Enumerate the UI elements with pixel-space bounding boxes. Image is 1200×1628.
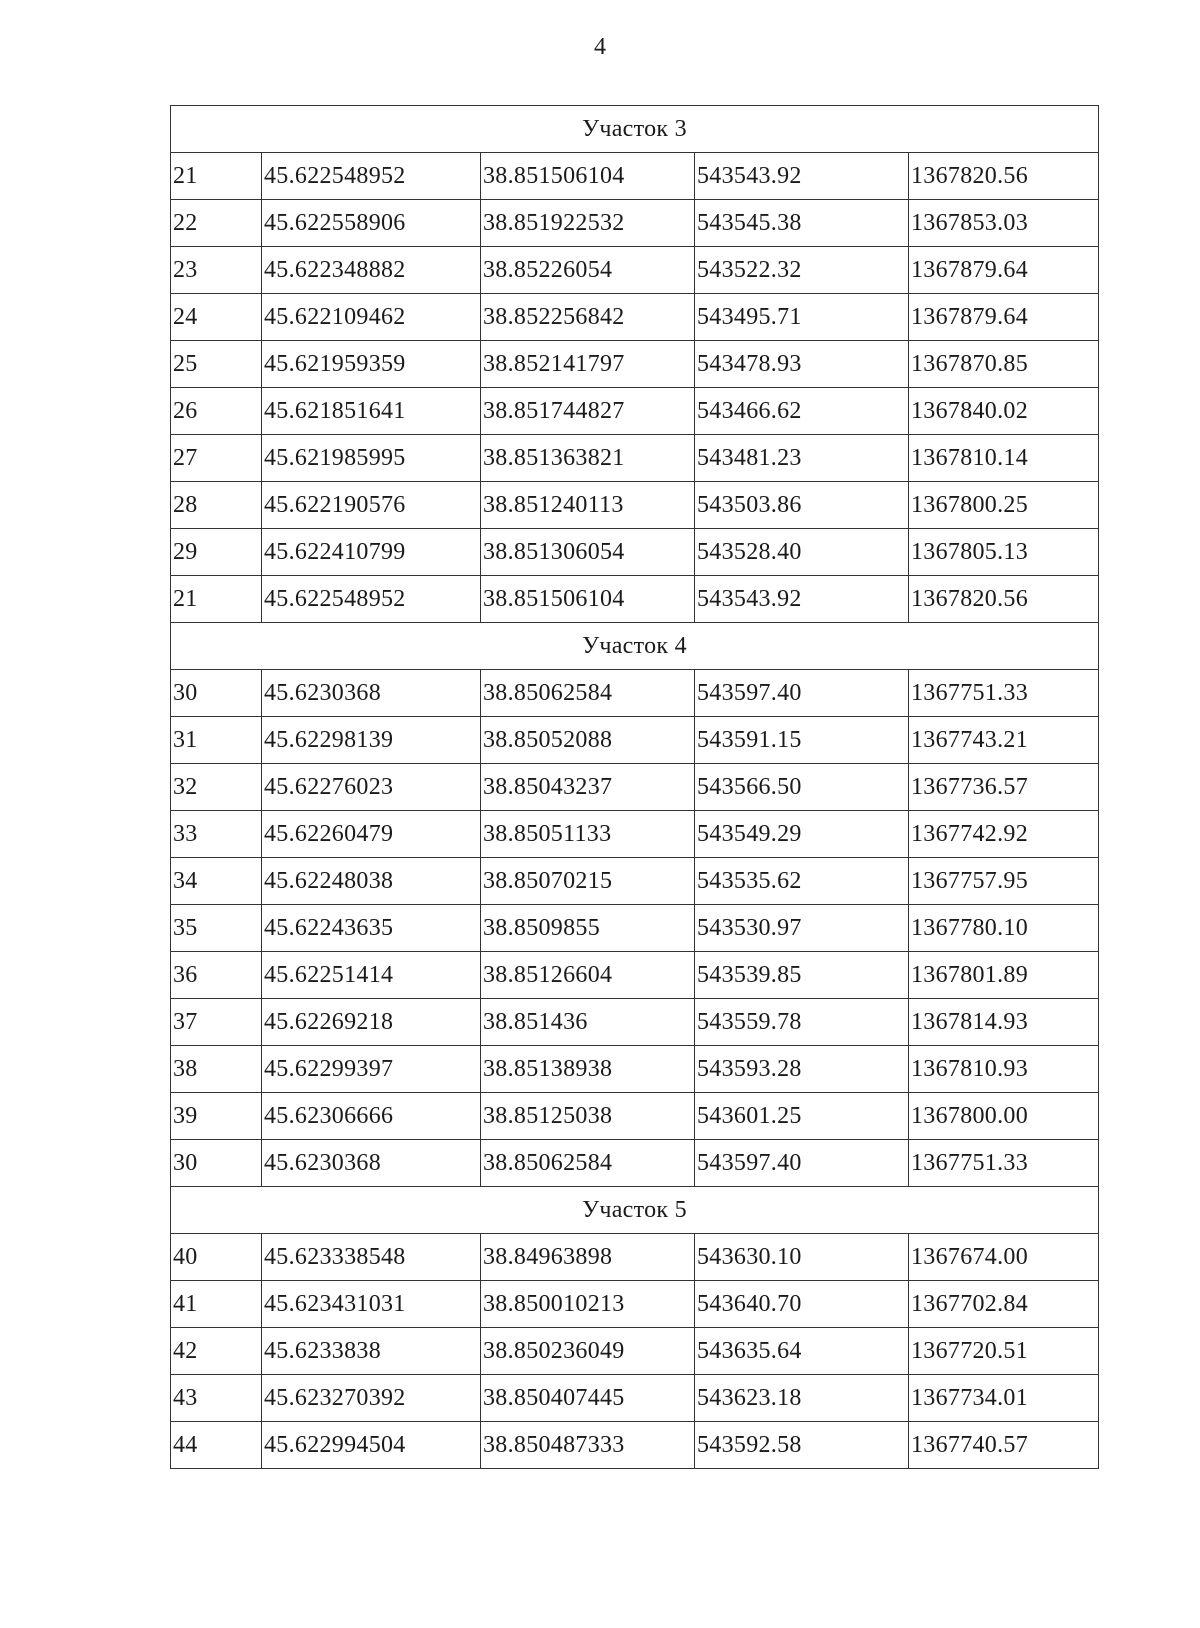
longitude-cell: 38.85125038 (481, 1093, 695, 1140)
table-row (171, 294, 1099, 341)
point-number-cell: 30 (171, 670, 262, 717)
y-coordinate-cell: 1367800.25 (909, 482, 1099, 529)
y-coordinate-cell: 1367734.01 (909, 1375, 1099, 1422)
point-number-cell: 30 (171, 1140, 262, 1187)
point-number-cell: 32 (171, 764, 262, 811)
table-row (171, 1422, 1099, 1469)
latitude-cell: 45.621959359 (262, 341, 481, 388)
x-coordinate-cell: 543640.70 (695, 1281, 909, 1328)
longitude-cell: 38.85226054 (481, 247, 695, 294)
longitude-cell: 38.85051133 (481, 811, 695, 858)
longitude-cell: 38.851240113 (481, 482, 695, 529)
table-row (171, 1328, 1099, 1375)
longitude-cell: 38.850236049 (481, 1328, 695, 1375)
x-coordinate-cell: 543545.38 (695, 200, 909, 247)
y-coordinate-cell: 1367736.57 (909, 764, 1099, 811)
table-row (171, 952, 1099, 999)
point-number-cell: 38 (171, 1046, 262, 1093)
x-coordinate-cell: 543539.85 (695, 952, 909, 999)
table-row (171, 811, 1099, 858)
table-row (171, 717, 1099, 764)
x-coordinate-cell: 543478.93 (695, 341, 909, 388)
x-coordinate-cell: 543597.40 (695, 1140, 909, 1187)
longitude-cell: 38.851506104 (481, 576, 695, 623)
y-coordinate-cell: 1367702.84 (909, 1281, 1099, 1328)
longitude-cell: 38.85052088 (481, 717, 695, 764)
table-row (171, 153, 1099, 200)
x-coordinate-cell: 543481.23 (695, 435, 909, 482)
x-coordinate-cell: 543535.62 (695, 858, 909, 905)
latitude-cell: 45.622558906 (262, 200, 481, 247)
point-number-cell: 25 (171, 341, 262, 388)
y-coordinate-cell: 1367801.89 (909, 952, 1099, 999)
latitude-cell: 45.62243635 (262, 905, 481, 952)
point-number-cell: 27 (171, 435, 262, 482)
section-header-row (171, 106, 1099, 153)
table-row (171, 1093, 1099, 1140)
x-coordinate-cell: 543543.92 (695, 576, 909, 623)
table-row (171, 1281, 1099, 1328)
x-coordinate-cell: 543630.10 (695, 1234, 909, 1281)
table-row (171, 388, 1099, 435)
latitude-cell: 45.622548952 (262, 153, 481, 200)
latitude-cell: 45.62298139 (262, 717, 481, 764)
y-coordinate-cell: 1367814.93 (909, 999, 1099, 1046)
longitude-cell: 38.851306054 (481, 529, 695, 576)
point-number-cell: 41 (171, 1281, 262, 1328)
y-coordinate-cell: 1367820.56 (909, 576, 1099, 623)
latitude-cell: 45.62248038 (262, 858, 481, 905)
y-coordinate-cell: 1367720.51 (909, 1328, 1099, 1375)
section-title: Участок 3 (171, 106, 1099, 153)
longitude-cell: 38.85062584 (481, 670, 695, 717)
table-row (171, 1140, 1099, 1187)
table-row (171, 858, 1099, 905)
longitude-cell: 38.85126604 (481, 952, 695, 999)
point-number-cell: 39 (171, 1093, 262, 1140)
longitude-cell: 38.851506104 (481, 153, 695, 200)
longitude-cell: 38.851922532 (481, 200, 695, 247)
latitude-cell: 45.62299397 (262, 1046, 481, 1093)
x-coordinate-cell: 543623.18 (695, 1375, 909, 1422)
y-coordinate-cell: 1367743.21 (909, 717, 1099, 764)
table-row (171, 1375, 1099, 1422)
x-coordinate-cell: 543530.97 (695, 905, 909, 952)
x-coordinate-cell: 543593.28 (695, 1046, 909, 1093)
longitude-cell: 38.851744827 (481, 388, 695, 435)
longitude-cell: 38.85138938 (481, 1046, 695, 1093)
x-coordinate-cell: 543566.50 (695, 764, 909, 811)
x-coordinate-cell: 543601.25 (695, 1093, 909, 1140)
y-coordinate-cell: 1367751.33 (909, 1140, 1099, 1187)
y-coordinate-cell: 1367780.10 (909, 905, 1099, 952)
table-row (171, 1046, 1099, 1093)
latitude-cell: 45.6230368 (262, 670, 481, 717)
latitude-cell: 45.62251414 (262, 952, 481, 999)
latitude-cell: 45.623270392 (262, 1375, 481, 1422)
table-row (171, 247, 1099, 294)
longitude-cell: 38.850010213 (481, 1281, 695, 1328)
table-row (171, 576, 1099, 623)
table-row (171, 482, 1099, 529)
latitude-cell: 45.62269218 (262, 999, 481, 1046)
section-title: Участок 4 (171, 623, 1099, 670)
longitude-cell: 38.8509855 (481, 905, 695, 952)
latitude-cell: 45.6233838 (262, 1328, 481, 1375)
point-number-cell: 35 (171, 905, 262, 952)
table-row (171, 670, 1099, 717)
point-number-cell: 37 (171, 999, 262, 1046)
longitude-cell: 38.850407445 (481, 1375, 695, 1422)
latitude-cell: 45.62276023 (262, 764, 481, 811)
x-coordinate-cell: 543503.86 (695, 482, 909, 529)
page-number: 4 (594, 34, 606, 60)
y-coordinate-cell: 1367742.92 (909, 811, 1099, 858)
y-coordinate-cell: 1367800.00 (909, 1093, 1099, 1140)
latitude-cell: 45.622410799 (262, 529, 481, 576)
longitude-cell: 38.850487333 (481, 1422, 695, 1469)
point-number-cell: 21 (171, 576, 262, 623)
coordinates-table (170, 105, 1099, 1469)
point-number-cell: 43 (171, 1375, 262, 1422)
y-coordinate-cell: 1367674.00 (909, 1234, 1099, 1281)
longitude-cell: 38.851363821 (481, 435, 695, 482)
y-coordinate-cell: 1367810.93 (909, 1046, 1099, 1093)
x-coordinate-cell: 543559.78 (695, 999, 909, 1046)
table-row (171, 341, 1099, 388)
section-header-row (171, 623, 1099, 670)
section-header-row (171, 1187, 1099, 1234)
point-number-cell: 36 (171, 952, 262, 999)
latitude-cell: 45.6230368 (262, 1140, 481, 1187)
y-coordinate-cell: 1367840.02 (909, 388, 1099, 435)
table-row (171, 529, 1099, 576)
longitude-cell: 38.84963898 (481, 1234, 695, 1281)
y-coordinate-cell: 1367805.13 (909, 529, 1099, 576)
y-coordinate-cell: 1367879.64 (909, 294, 1099, 341)
point-number-cell: 21 (171, 153, 262, 200)
point-number-cell: 28 (171, 482, 262, 529)
x-coordinate-cell: 543597.40 (695, 670, 909, 717)
latitude-cell: 45.62306666 (262, 1093, 481, 1140)
x-coordinate-cell: 543522.32 (695, 247, 909, 294)
y-coordinate-cell: 1367740.57 (909, 1422, 1099, 1469)
longitude-cell: 38.852256842 (481, 294, 695, 341)
latitude-cell: 45.622190576 (262, 482, 481, 529)
x-coordinate-cell: 543543.92 (695, 153, 909, 200)
x-coordinate-cell: 543635.64 (695, 1328, 909, 1375)
y-coordinate-cell: 1367870.85 (909, 341, 1099, 388)
x-coordinate-cell: 543528.40 (695, 529, 909, 576)
table-row (171, 435, 1099, 482)
section-title: Участок 5 (171, 1187, 1099, 1234)
table-row (171, 200, 1099, 247)
table-row (171, 764, 1099, 811)
x-coordinate-cell: 543549.29 (695, 811, 909, 858)
point-number-cell: 40 (171, 1234, 262, 1281)
y-coordinate-cell: 1367751.33 (909, 670, 1099, 717)
x-coordinate-cell: 543592.58 (695, 1422, 909, 1469)
latitude-cell: 45.621985995 (262, 435, 481, 482)
y-coordinate-cell: 1367820.56 (909, 153, 1099, 200)
longitude-cell: 38.852141797 (481, 341, 695, 388)
longitude-cell: 38.85070215 (481, 858, 695, 905)
point-number-cell: 33 (171, 811, 262, 858)
x-coordinate-cell: 543466.62 (695, 388, 909, 435)
longitude-cell: 38.85043237 (481, 764, 695, 811)
latitude-cell: 45.622994504 (262, 1422, 481, 1469)
table-row (171, 999, 1099, 1046)
latitude-cell: 45.622348882 (262, 247, 481, 294)
point-number-cell: 23 (171, 247, 262, 294)
longitude-cell: 38.85062584 (481, 1140, 695, 1187)
latitude-cell: 45.621851641 (262, 388, 481, 435)
latitude-cell: 45.623431031 (262, 1281, 481, 1328)
point-number-cell: 34 (171, 858, 262, 905)
point-number-cell: 31 (171, 717, 262, 764)
y-coordinate-cell: 1367757.95 (909, 858, 1099, 905)
point-number-cell: 29 (171, 529, 262, 576)
latitude-cell: 45.622548952 (262, 576, 481, 623)
x-coordinate-cell: 543495.71 (695, 294, 909, 341)
table-row (171, 905, 1099, 952)
longitude-cell: 38.851436 (481, 999, 695, 1046)
point-number-cell: 24 (171, 294, 262, 341)
x-coordinate-cell: 543591.15 (695, 717, 909, 764)
y-coordinate-cell: 1367879.64 (909, 247, 1099, 294)
table-row (171, 1234, 1099, 1281)
point-number-cell: 42 (171, 1328, 262, 1375)
point-number-cell: 44 (171, 1422, 262, 1469)
point-number-cell: 26 (171, 388, 262, 435)
latitude-cell: 45.622109462 (262, 294, 481, 341)
y-coordinate-cell: 1367810.14 (909, 435, 1099, 482)
coordinates-table-body (171, 106, 1099, 1469)
point-number-cell: 22 (171, 200, 262, 247)
latitude-cell: 45.623338548 (262, 1234, 481, 1281)
latitude-cell: 45.62260479 (262, 811, 481, 858)
y-coordinate-cell: 1367853.03 (909, 200, 1099, 247)
